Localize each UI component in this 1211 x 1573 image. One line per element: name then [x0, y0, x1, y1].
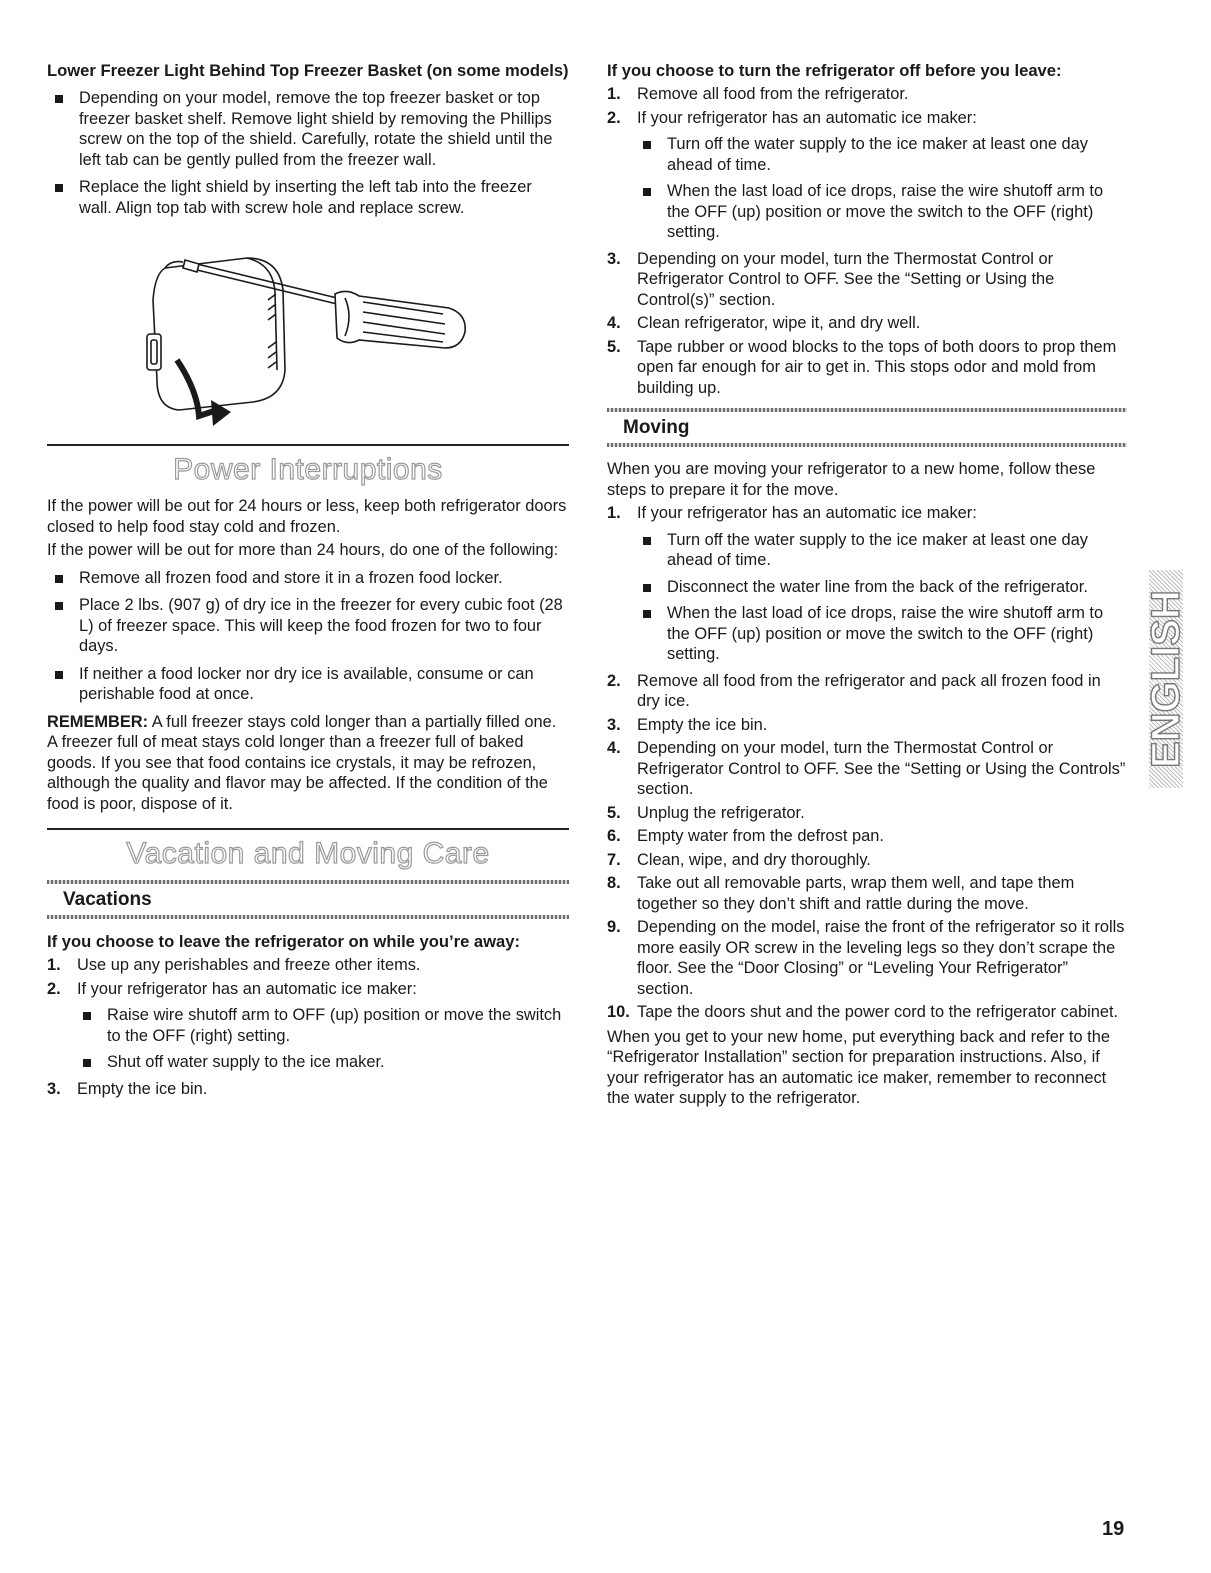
- list-item: Replace the light shield by inserting the left tab into the freezer wall. Align top tab with screw hole and replace screw.: [47, 177, 569, 218]
- list-item: 5. Unplug the refrigerator.: [607, 803, 805, 822]
- list-item: Disconnect the water line from the back of the refrigerator.: [607, 577, 1127, 598]
- list-item: 1. Remove all food from the refrigerator.: [607, 85, 909, 103]
- bullet-icon: [643, 584, 651, 592]
- list-item: 9. Depending on the model, raise the front of the refrigerator so it rolls more easily OR screw in the leveling legs so they don’t scrape the floor. See the “Door Closing” or “Leveling Your Refrigerator” section.: [607, 918, 1125, 998]
- list-item: Shut off water supply to the ice maker.: [47, 1052, 569, 1073]
- subhead-band-bottom: [47, 915, 569, 919]
- bullet-icon: [55, 184, 63, 192]
- power-para-1: If the power will be out for 24 hours or less, keep both refrigerator doors closed to help food stay cold and frozen.: [47, 497, 567, 536]
- section-divider: [47, 828, 569, 830]
- light-shield-illustration: [47, 240, 569, 430]
- list-item: 3. Empty the ice bin.: [47, 1079, 208, 1098]
- list-item: When the last load of ice drops, raise the wire shutoff arm to the OFF (up) position or move the switch to the OFF (right) setting.: [607, 181, 1127, 243]
- list-item: Place 2 lbs. (907 g) of dry ice in the freezer for every cubic foot (28 L) of freezer space. This will keep the food frozen for two to four days.: [47, 595, 569, 657]
- list-item: 10. Tape the doors shut and the power cord to the refrigerator cabinet.: [607, 1003, 1119, 1021]
- bullet-icon: [55, 575, 63, 583]
- list-item: 7. Clean, wipe, and dry thoroughly.: [607, 850, 871, 869]
- bullet-icon: [55, 95, 63, 103]
- list-item: Depending on your model, remove the top freezer basket or top freezer basket shelf. Remove light shield by removing the Phillips screw on the top of the shield. Carefully, rotate the shield until the left tab can be gently pulled from the freezer wall.: [47, 88, 569, 170]
- left-column: [47, 60, 569, 1099]
- turn-off-heading: If you choose to turn the refrigerator off before you leave:: [607, 61, 1062, 80]
- remember-label: REMEMBER:: [47, 712, 149, 731]
- freezer-light-heading: Lower Freezer Light Behind Top Freezer Basket (on some models): [47, 61, 569, 80]
- page-number: 19: [1102, 1518, 1125, 1540]
- list-item: 4. Clean refrigerator, wipe it, and dry well.: [607, 314, 921, 332]
- language-side-tab: ENGLISH: [1149, 570, 1183, 788]
- bullet-icon: [55, 602, 63, 610]
- list-item: 2. If your refrigerator has an automatic ice maker:: [47, 979, 417, 998]
- list-item: Raise wire shutoff arm to OFF (up) position or move the switch to the OFF (right) setting.: [47, 1005, 569, 1046]
- vacations-subhead: Vacations: [63, 889, 152, 910]
- section-divider: [47, 444, 569, 446]
- list-item: 8. Take out all removable parts, wrap them well, and tape them together so they don’t shift and rattle during the move.: [607, 874, 1075, 913]
- list-item: 1. If your refrigerator has an automatic ice maker:: [607, 504, 977, 522]
- vacation-moving-title: Vacation and Moving Care: [126, 837, 490, 870]
- bullet-icon: [643, 141, 651, 149]
- moving-intro: When you are moving your refrigerator to a new home, follow these steps to prepare it for the move.: [607, 460, 1096, 499]
- power-interruptions-title: Power Interruptions: [173, 453, 443, 486]
- bullet-icon: [643, 188, 651, 196]
- bullet-icon: [83, 1012, 91, 1020]
- list-item: 1. Use up any perishables and freeze other items.: [47, 956, 421, 974]
- bullet-icon: [643, 610, 651, 618]
- bullet-icon: [643, 537, 651, 545]
- light-shield-screwdriver-drawing: [47, 240, 487, 430]
- right-column: [607, 60, 1127, 1109]
- moving-subhead: Moving: [623, 417, 690, 438]
- subhead-band-bottom: [607, 443, 1127, 447]
- list-item: 2. If your refrigerator has an automatic ice maker:: [607, 108, 977, 127]
- list-item: 5. Tape rubber or wood blocks to the tops of both doors to prop them open far enough for air to get in. This stops odor and mold from building up.: [607, 337, 1117, 397]
- list-item: Turn off the water supply to the ice maker at least one day ahead of time.: [607, 134, 1127, 175]
- power-para-2: If the power will be out for more than 24 hours, do one of the following:: [47, 541, 559, 559]
- leave-on-heading: If you choose to leave the refrigerator on while you’re away:: [47, 932, 521, 951]
- list-item: 6. Empty water from the defrost pan.: [607, 827, 884, 845]
- remember-paragraph: REMEMBER: A full freezer stays cold longer than a partially filled one. A freezer full of meat stays cold longer than a freezer full of baked goods. If you see that food contains ice crystals, it may be refrozen, although the quality and flavor may be affected. If the condition of the food is poor, dispose of it.: [47, 712, 557, 813]
- list-item: 4. Depending on your model, turn the Thermostat Control or Refrigerator Control to OFF. See the “Setting or Using the Controls” section.: [607, 739, 1126, 798]
- bullet-icon: [55, 671, 63, 679]
- bullet-icon: [83, 1059, 91, 1067]
- list-item: If neither a food locker nor dry ice is available, consume or can perishable food at once.: [47, 664, 569, 705]
- list-item: 3. Depending on your model, turn the Thermostat Control or Refrigerator Control to OFF. See the “Setting or Using the Control(s)” section.: [607, 249, 1055, 309]
- list-item: 2. Remove all food from the refrigerator and pack all frozen food in dry ice.: [607, 671, 1101, 710]
- moving-outro: When you get to your new home, put everything back and refer to the “Refrigerator Installation” section for preparation instructions. Also, if your refrigerator has an automatic ice maker, remember to reconnect the water supply to the refrigerator.: [607, 1027, 1110, 1107]
- list-item: When the last load of ice drops, raise the wire shutoff arm to the OFF (up) position or move the switch to the OFF (right) setting.: [607, 603, 1127, 665]
- list-item: Turn off the water supply to the ice maker at least one day ahead of time.: [607, 530, 1127, 571]
- list-item: 3. Empty the ice bin.: [607, 715, 768, 734]
- list-item: Remove all frozen food and store it in a frozen food locker.: [47, 568, 569, 589]
